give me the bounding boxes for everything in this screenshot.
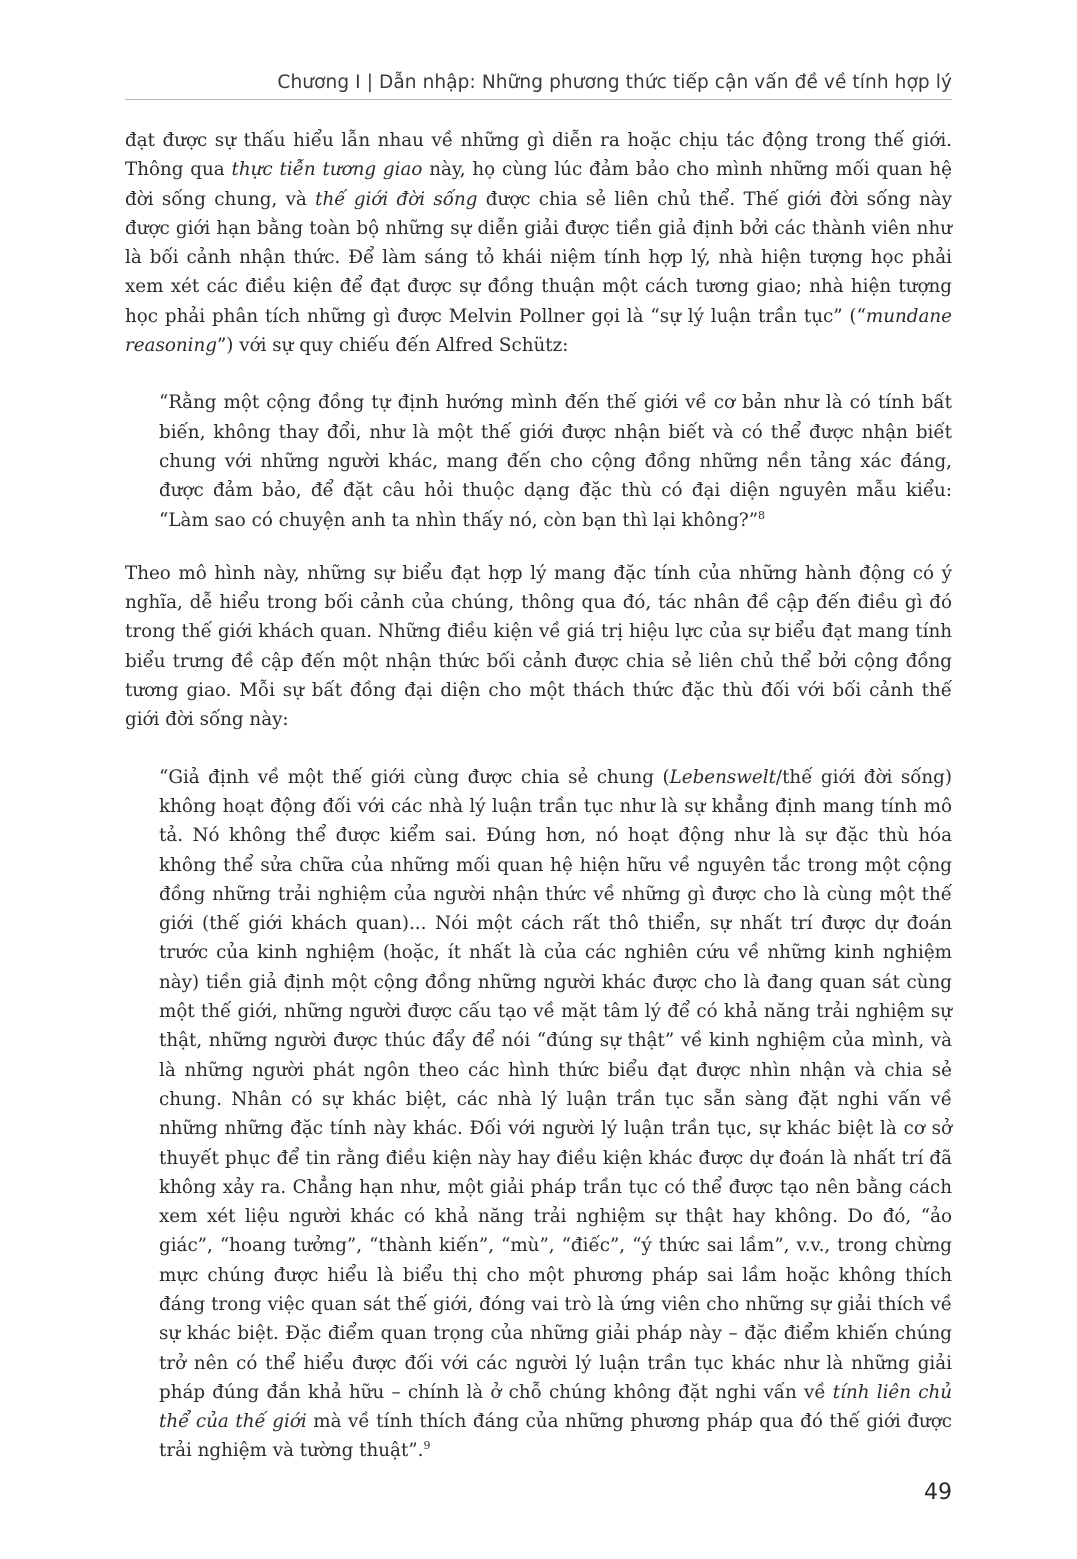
block-quote-1 (159, 388, 952, 534)
italic-term: mundane reasoning (125, 305, 952, 357)
text-run: được chia sẻ liên chủ thể. Thế giới đời sống này được giới hạn bằng toàn bộ những sự diễn giải được tiền giả định bởi các thành viên như là bối cảnh nhận thức. Để làm sáng tỏ khái niệm tính hợp lý, nhà hiện tượng học phải xem xét các điều kiện để đạt được sự đồng thuận một cách tương giao; nhà hiện tượng học phải phân tích những gì được Melvin Pollner gọi là “sự lý luận trần tục” (“ (125, 188, 952, 327)
text-run: “Rằng một cộng đồng tự định hướng mình đến thế giới về cơ bản như là có tính bất biến, không thay đổi, như là một thế giới được nhận biết và có thể được nhận biết chung với những người khác, mang đến cho cộng đồng những nền tảng xác đáng, được đảm bảo, để đặt câu hỏi thuộc dạng đặc thù có đại diện nguyên mẫu kiểu: “Làm sao có chuyện anh ta nhìn thấy nó, còn bạn thì lại không?” (159, 392, 952, 531)
italic-term: thực tiễn tương giao (231, 159, 423, 181)
page-number: 49 (924, 1480, 952, 1505)
text-run: /thế giới đời sống) không hoạt động đối với các nhà lý luận trần tục như là sự khẳng định mang tính mô tả. Nó không thể được kiểm sai. Đúng hơn, nó hoạt động như là sự đặc thù hóa không thể sửa chữa của những mối quan hệ hiện hữu về nguyên tắc trong một cộng đồng những trải nghiệm của người nhận thức về những gì được cho là cùng một thế giới (thế giới khách quan)... Nói một cách rất thô thiển, sự nhất trí được dự đoán trước của kinh nghiệm (hoặc, ít nhất là của các nghiên cứu về những kinh nghiệm này) tiền giả định một cộng đồng những người khác được cho là đang quan sát cùng một thế giới, những người được cấu tạo về mặt tâm lý để có khả năng trải nghiệm sự thật, những người được thúc đẩy để nói “đúng sự thật” về kinh nghiệm của mình, và là những người phát ngôn theo các hình thức biểu đạt được nhìn nhận và chia sẻ chung. Nhân có sự khác biệt, các nhà lý luận trần tục sẵn sàng đặt nghi vấn về những những đặc tính này khác. Đối với người lý luận trần tục, sự khác biệt là cơ sở thuyết phục để tin rằng điều kiện này hay điều kiện khác được dự đoán là nhất trí đã không xảy ra. Chẳng hạn như, một giải pháp trần tục có thể được tạo nên bằng cách xem xét liệu người khác có khả năng trải nghiệm sự thật hay không. Do đó, “ảo giác”, “hoang tưởng”, “thành kiến”, “mù”, “điếc”, “ý thức sai lầm”, v.v., trong chừng mực chúng được hiểu là biểu thị cho một phương pháp sai lầm hoặc không thích đáng trong việc quan sát thế giới, đóng vai trò là ứng viên cho những sự giải thích về sự khác biệt. Đặc điểm quan trọng của những giải pháp này – đặc điểm khiến chúng trở nên có thể hiểu được đối với các người lý luận trần tục khác như là những giải pháp đúng đắn khả hữu – chính là ở chỗ chúng không đặt nghi vấn về (159, 766, 953, 1403)
italic-term: Lebenswelt (669, 766, 776, 788)
text-run: “Giả định về một thế giới cùng được chia sẻ chung ( (159, 766, 670, 788)
running-header: Chương I | Dẫn nhập: Những phương thức tiếp cận vấn đề về tính hợp lý (125, 72, 952, 100)
block-quote-2 (159, 763, 952, 1466)
text-run: ”) với sự quy chiếu đến Alfred Schütz: (216, 335, 569, 357)
text-run: đạt được sự thấu hiểu lẫn nhau về những gì diễn ra hoặc chịu tác động trong thế giới. Thông qua (125, 130, 952, 181)
text-run: mà về tính thích đáng của những phương pháp qua đó thế giới được trải nghiệm và tường thuật”. (159, 1411, 953, 1462)
page-body (125, 126, 952, 1466)
footnote-marker[interactable]: 8 (758, 508, 766, 522)
footnote-marker[interactable]: 9 (423, 1439, 431, 1453)
italic-term: thế giới đời sống (315, 188, 478, 210)
text-run: này, họ cùng lúc đảm bảo cho mình những mối quan hệ đời sống chung, và (125, 159, 952, 210)
body-paragraph-2: Theo mô hình này, những sự biểu đạt hợp lý mang đặc tính của những hành động có ý nghĩa, dễ hiểu trong bối cảnh của chúng, thông qua đó, tác nhân đề cập đến điều gì đó trong thế giới khách quan. Những điều kiện về giá trị hiệu lực của sự biểu đạt mang tính biểu trưng đề cập đến một nhận thức bối cảnh được chia sẻ liên chủ thể bởi cộng đồng tương giao. Mỗi sự bất đồng đại diện cho một thách thức đặc thù đối với bối cảnh thế giới đời sống này: (125, 562, 952, 731)
body-paragraph-1 (125, 126, 952, 360)
italic-term: tính liên chủ thể của thế giới (159, 1381, 953, 1433)
